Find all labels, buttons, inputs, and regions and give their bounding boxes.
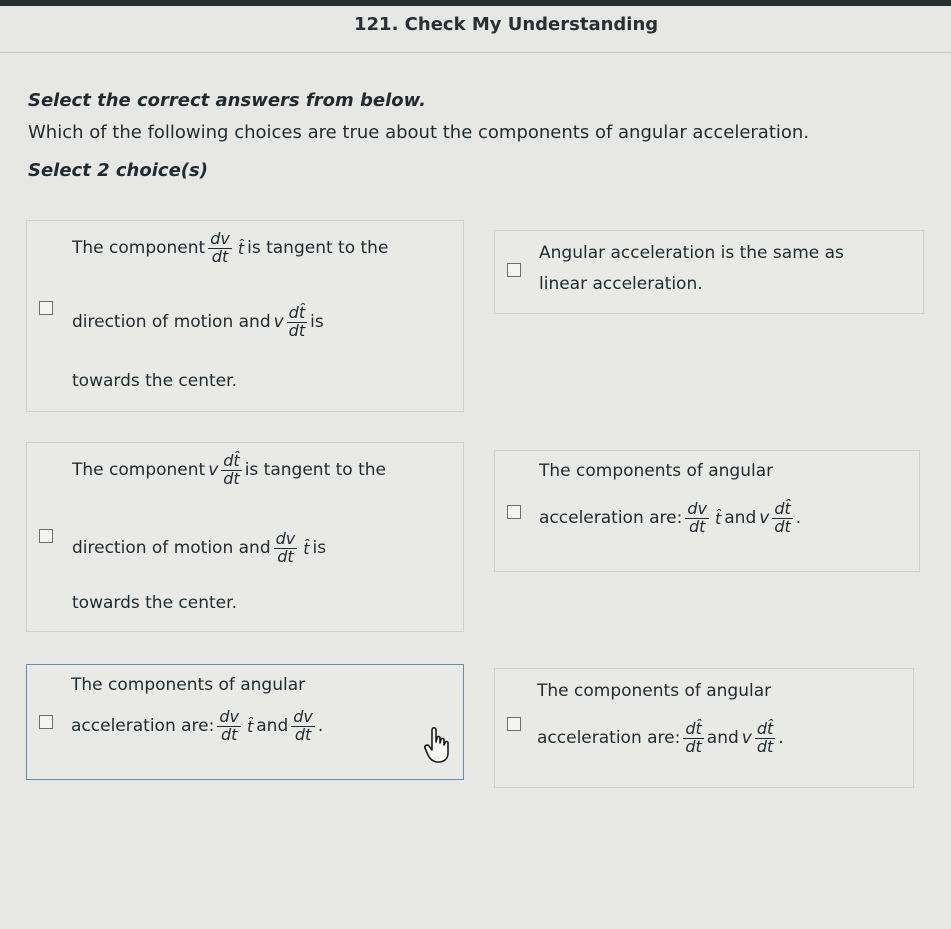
choice-5-line-2 bbox=[71, 709, 323, 744]
choice-text: acceleration are: bbox=[537, 728, 681, 749]
choice-text: is tangent to the bbox=[244, 460, 387, 481]
choice-3-checkbox[interactable] bbox=[39, 529, 53, 543]
hand-cursor-icon bbox=[424, 726, 450, 764]
top-bar bbox=[0, 0, 951, 6]
choice-card-1[interactable] bbox=[26, 220, 464, 412]
variable-v: v bbox=[741, 728, 752, 749]
choice-5-checkbox[interactable] bbox=[39, 715, 53, 729]
fraction: $\frac{dt̂}{dt}$ bbox=[774, 499, 791, 536]
choice-text: direction of motion and bbox=[72, 312, 271, 333]
choice-text: is bbox=[310, 312, 324, 333]
choice-text: and bbox=[724, 508, 757, 529]
choice-5-line-1: The components of angular bbox=[71, 675, 306, 695]
fraction: $\frac{dv}{dt}$ bbox=[210, 229, 230, 266]
page-title: 121. Check My Understanding bbox=[354, 14, 659, 35]
choice-text: and bbox=[706, 728, 739, 749]
variable-v: v bbox=[273, 312, 284, 333]
choice-text: acceleration are: bbox=[71, 716, 215, 737]
choice-card-5[interactable] bbox=[26, 664, 464, 780]
choice-4-checkbox[interactable] bbox=[507, 505, 521, 519]
choice-card-6[interactable] bbox=[494, 668, 914, 788]
fraction: $\frac{dt̂}{dt}$ bbox=[288, 303, 306, 340]
choice-2-line-2: linear acceleration. bbox=[539, 274, 703, 294]
select-count-text: Select 2 choice(s) bbox=[28, 160, 208, 181]
fraction: $\frac{dv}{dt}$ bbox=[687, 499, 707, 536]
choice-card-3[interactable] bbox=[26, 442, 464, 632]
choice-text: and bbox=[256, 716, 289, 737]
choice-text: The component bbox=[72, 460, 206, 481]
choice-6-checkbox[interactable] bbox=[507, 717, 521, 731]
choice-3-line-3: towards the center. bbox=[72, 593, 237, 613]
question-text: Which of the following choices are true about the components of angular acceleration. bbox=[28, 122, 810, 143]
header-divider bbox=[0, 52, 951, 53]
fraction: $\frac{dv}{dt}$ bbox=[293, 707, 313, 744]
choice-1-line-1 bbox=[72, 231, 388, 266]
unit-vector-t-hat: t̂ bbox=[714, 508, 722, 528]
unit-vector-t-hat: t̂ bbox=[303, 538, 310, 558]
fraction: $\frac{dv}{dt}$ bbox=[219, 707, 239, 744]
choice-6-line-2 bbox=[537, 721, 784, 756]
fraction: $\frac{dt̂}{dt}$ bbox=[756, 719, 774, 756]
unit-vector-t-hat: t̂ bbox=[246, 716, 254, 736]
choice-6-line-1: The components of angular bbox=[537, 681, 772, 701]
instruction-text: Select the correct answers from below. bbox=[28, 90, 426, 111]
choice-card-4[interactable] bbox=[494, 450, 920, 572]
choice-text: is tangent to the bbox=[247, 238, 389, 259]
unit-vector-t-hat: t̂ bbox=[237, 238, 245, 258]
fraction: $\frac{dt̂}{dt}$ bbox=[685, 719, 702, 756]
choice-3-line-2 bbox=[72, 531, 326, 566]
choice-4-line-1: The components of angular bbox=[539, 461, 774, 481]
choice-text: acceleration are: bbox=[539, 508, 683, 529]
choice-1-line-2 bbox=[72, 305, 324, 340]
variable-v: v bbox=[759, 508, 770, 529]
choice-1-checkbox[interactable] bbox=[39, 301, 53, 315]
choice-2-line-1: Angular acceleration is the same as bbox=[539, 243, 844, 263]
choice-text: The component bbox=[72, 238, 206, 259]
choice-card-2[interactable] bbox=[494, 230, 924, 314]
choice-text: . bbox=[795, 508, 802, 529]
fraction: $\frac{dv}{dt}$ bbox=[275, 529, 296, 566]
choice-2-checkbox[interactable] bbox=[507, 263, 521, 277]
choice-text: is bbox=[312, 538, 327, 559]
choice-3-line-1 bbox=[72, 453, 386, 488]
choice-1-line-3: towards the center. bbox=[72, 371, 237, 391]
choice-text: . bbox=[778, 728, 784, 749]
variable-v: v bbox=[208, 460, 219, 481]
fraction: $\frac{dt̂}{dt}$ bbox=[223, 451, 240, 488]
choice-text: direction of motion and bbox=[72, 538, 271, 559]
choice-text: . bbox=[317, 716, 324, 737]
choice-4-line-2 bbox=[539, 501, 801, 536]
